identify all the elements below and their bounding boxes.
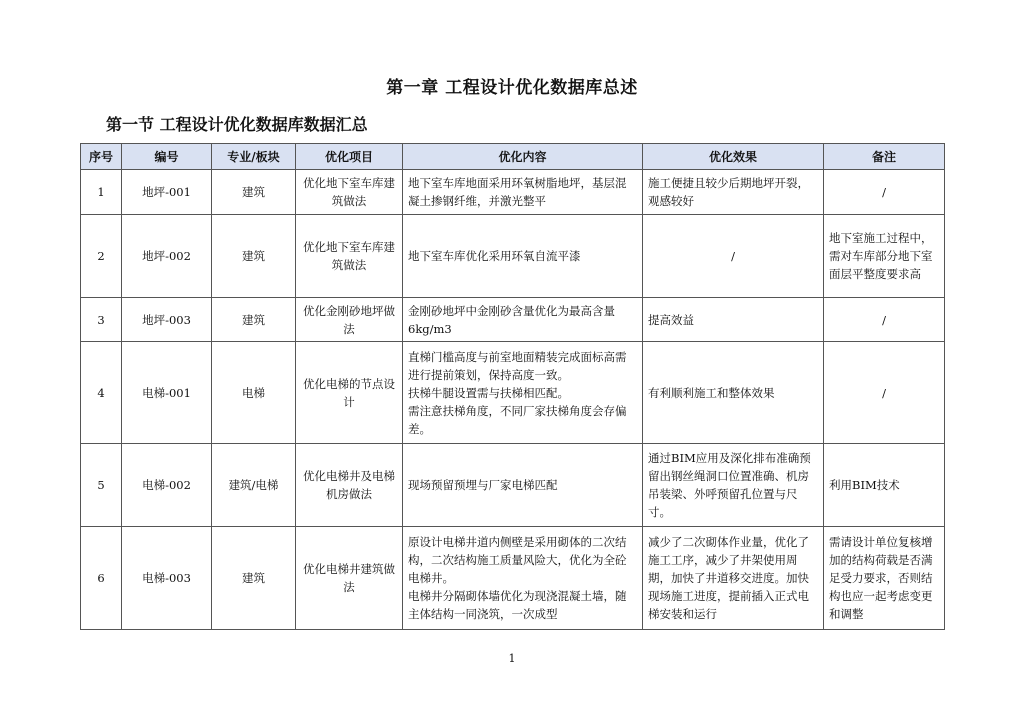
cell-effect: 通过BIM应用及深化排布准确预留出钢丝绳洞口位置准确、机房吊装梁、外呼预留孔位置与尺寸。 (643, 444, 824, 527)
content-line: 扶梯牛腿设置需与扶梯相匹配。 (408, 385, 569, 400)
cell-no: 4 (81, 342, 122, 444)
cell-code: 电梯-001 (122, 342, 212, 444)
cell-remark: / (824, 298, 945, 342)
cell-discipline: 建筑 (212, 215, 296, 298)
cell-remark: / (824, 170, 945, 215)
header-discipline: 专业/板块 (212, 144, 296, 170)
cell-discipline: 建筑 (212, 298, 296, 342)
cell-no: 3 (81, 298, 122, 342)
cell-remark: 利用BIM技术 (824, 444, 945, 527)
header-remark: 备注 (824, 144, 945, 170)
content-line: 地下室车库优化采用环氧自流平漆 (408, 249, 581, 263)
cell-content (403, 527, 643, 630)
header-effect: 优化效果 (643, 144, 824, 170)
cell-item: 优化电梯井建筑做法 (296, 527, 403, 630)
table-row (81, 444, 945, 527)
table-row (81, 298, 945, 342)
cell-content (403, 298, 643, 342)
table-row (81, 342, 945, 444)
cell-effect: 提高效益 (643, 298, 824, 342)
section-title: 第一节 工程设计优化数据库数据汇总 (106, 115, 368, 134)
content-line: 地下室车库地面采用环氧树脂地坪，基层混凝土掺钢纤维，并激光整平 (408, 176, 627, 208)
content-line: 金刚砂地坪中金刚砂含量优化为最高含量6kg/m3 (408, 303, 615, 336)
cell-item: 优化金刚砂地坪做法 (296, 298, 403, 342)
header-no: 序号 (81, 144, 122, 170)
header-content: 优化内容 (403, 144, 643, 170)
cell-content (403, 342, 643, 444)
cell-discipline: 建筑/电梯 (212, 444, 296, 527)
cell-effect: 施工便捷且较少后期地坪开裂，观感较好 (643, 170, 824, 215)
cell-discipline: 建筑 (212, 527, 296, 630)
cell-no: 1 (81, 170, 122, 215)
cell-effect: / (643, 215, 824, 298)
header-code: 编号 (122, 144, 212, 170)
content-line: 直梯门槛高度与前室地面精装完成面标高需进行提前策划，保持高度一致。 (408, 349, 627, 382)
page-number: 1 (508, 652, 516, 665)
header-item: 优化项目 (296, 144, 403, 170)
table-row (81, 215, 945, 298)
cell-item: 优化电梯的节点设计 (296, 342, 403, 444)
cell-code: 地坪-003 (122, 298, 212, 342)
table-row (81, 527, 945, 630)
cell-code: 电梯-003 (122, 527, 212, 630)
cell-code: 电梯-002 (122, 444, 212, 527)
cell-remark: / (824, 342, 945, 444)
cell-code: 地坪-002 (122, 215, 212, 298)
cell-content (403, 170, 643, 215)
content-line: 电梯井分隔砌体墙优化为现浇混凝土墙，随主体结构一同浇筑，一次成型 (408, 589, 627, 621)
cell-content (403, 215, 643, 298)
chapter-title: 第一章 工程设计优化数据库总述 (386, 78, 638, 98)
content-line: 现场预留预埋与厂家电梯匹配 (408, 478, 558, 492)
cell-no: 2 (81, 215, 122, 298)
table-header-row (81, 144, 945, 170)
cell-effect: 减少了二次砌体作业量，优化了施工工序，减少了井架使用周期，加快了井道移交进度。加快现场施工进度，提前插入正式电梯安装和运行 (643, 527, 824, 630)
cell-effect: 有利顺利施工和整体效果 (643, 342, 824, 444)
cell-remark: 需请设计单位复核增加的结构荷载是否满足受力要求，否则结构也应一起考虑变更和调整 (824, 527, 945, 630)
cell-code: 地坪-001 (122, 170, 212, 215)
content-line: 原设计电梯井道内侧壁是采用砌体的二次结构，二次结构施工质量风险大，优化为全砼电梯井。 (408, 535, 627, 585)
cell-discipline: 建筑 (212, 170, 296, 215)
cell-no: 5 (81, 444, 122, 527)
cell-item: 优化地下室车库建筑做法 (296, 170, 403, 215)
optimization-table (80, 143, 945, 630)
cell-remark: 地下室施工过程中，需对车库部分地下室面层平整度要求高 (824, 215, 945, 298)
cell-content (403, 444, 643, 527)
content-line: 需注意扶梯角度，不同厂家扶梯角度会存偏差。 (408, 403, 627, 436)
cell-discipline: 电梯 (212, 342, 296, 444)
cell-item: 优化电梯井及电梯机房做法 (296, 444, 403, 527)
table-row (81, 170, 945, 215)
cell-item: 优化地下室车库建筑做法 (296, 215, 403, 298)
cell-no: 6 (81, 527, 122, 630)
